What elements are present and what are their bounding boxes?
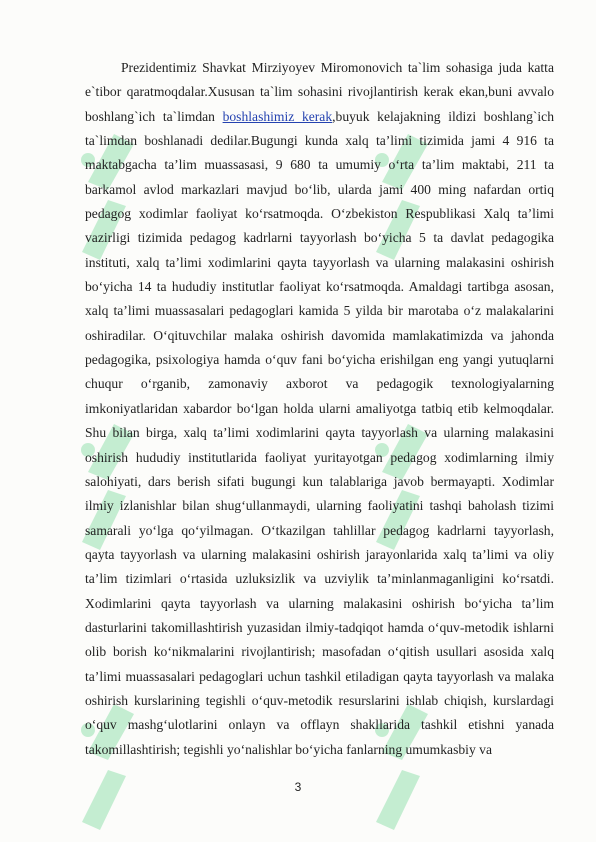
inline-link[interactable]: boshlashimiz kerak <box>222 108 333 124</box>
body-text-after-link: ,buyuk kelajakning ildizi boshlang`ich ta`limdan boshlanadi dedilar.Bugungi kunda xalq ta’limi tizimida jami 4 916 ta maktabgacha ta’lim muassasasi, 9 680 ta umumiy oʻrta ta’lim maktabi, 211 ta barkamol avlod markazlari mavjud boʻlib, ularda jami 400 ming nafardan ortiq pedagog xodimlar faoliyat koʻrsatmoqda. Oʻzbekiston Respublikasi Xalq ta’limi vazirligi tizimida pedagog kadrlarni tayyorlash boʻyicha 5 ta davlat pedagogika instituti, xalq ta’limi xodimlarini qayta tayyorlash va ularning malakasini oshirish boʻyicha 14 ta hududiy institutlar faoliyat koʻrsatmoqda. Amaldagi tartibga asosan, xalq ta’limi muassasalari pedagoglari kamida 5 yilda bir marotaba oʻz malakalarini oshiradilar. Oʻqituvchilar malaka oshirish davomida mamlakatimizda va jahonda pedagogika, psixologiya hamda oʻquv fani boʻyicha erishilgan eng yangi yutuqlarni chuqur oʻrganib, zamonaviy axborot va pedagogik texnologiyalarning imkoniyatlaridan xabardor boʻlgan holda ularni amaliyotga tatbiq etib kelmoqdalar. Shu bilan birga, xalq ta’limi xodimlarini qayta tayyorlash va ularning malakasini oshirish hududiy institutlarida faoliyat yuritayotgan pedagog xodimlarning ilmiy salohiyati, dars berish sifati bugungi kun talablariga javob bermayapti. Xodimlar ilmiy izlanishlar bilan shugʻullanmaydi, ularning faoliyatini tashqi baholash tizimi samarali yoʻlga qoʻyilmagan. Oʻtkazilgan tahlillar pedagog kadrlarni tayyorlash, qayta tayyorlash va ularning malakasini oshirish jarayonlarida xalq ta’limi va oliy ta’lim tizimlari oʻrtasida uzluksizlik va uzviylik ta’minlanmaganligini koʻrsatdi. Xodimlarini qayta tayyorlash va ularning malakasini oshirish boʻyicha ta’lim dasturlarini takomillashtirish yuzasidan ilmiy-tadqiqot hamda oʻquv-metodik ishlarni olib borish koʻnikmalarini rivojlantirish; masofadan oʻqitish usullari asosida xalq ta’limi muassasalari pedagoglari uchun tashkil etiladigan qayta tayyorlash va malaka oshirish kurslarining tegishli oʻquv-metodik resurslarini ishlab chiqish, kurslardagi oʻquv mashgʻulotlarini onlayn va offlayn shakllarida tashkil etishni yanada takomillashtirish; tegishli yoʻnalishlar boʻyicha fanlarning umumkasbiy va <box>85 108 554 757</box>
page-number: 3 <box>294 780 302 794</box>
body-text-before-link: Prezidentimiz Shavkat Mirziyoyev Miromonovich ta`lim sohasiga juda katta e`tibor qaratmoqdalar.Xususan ta`lim sohasini rivojlantirish kerak ekan,buni avvalo boshlang`ich ta`limdan <box>85 60 554 124</box>
body-paragraph <box>85 56 554 762</box>
body-text <box>85 56 554 762</box>
